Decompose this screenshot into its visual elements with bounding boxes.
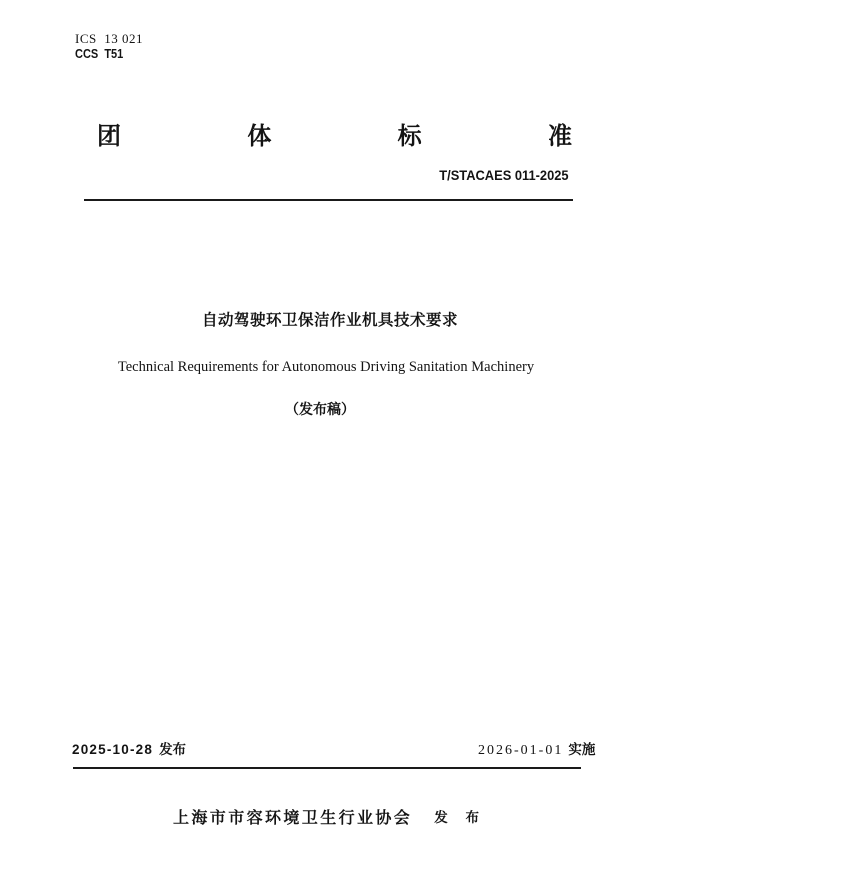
ics-code: ICS 13 021 — [75, 31, 143, 46]
bottom-rule — [73, 767, 581, 769]
standard-type-title — [97, 116, 572, 151]
issue-date-line — [72, 738, 186, 758]
issue-date: 2025-10-28 — [72, 742, 154, 757]
implement-date-line — [478, 738, 595, 759]
standard-type-char: 体 — [247, 123, 272, 150]
implement-date: 2026-01-01 — [478, 743, 564, 758]
implement-label: 实施 — [568, 742, 596, 757]
draft-note: （发布稿） — [285, 401, 355, 417]
standard-number: T/STACAES 011-2025 — [439, 167, 569, 183]
publisher-line — [173, 805, 486, 828]
document-title-zh: 自动驾驶环卫保洁作业机具技术要求 — [201, 312, 458, 329]
document-title-en: Technical Requirements for Autonomous Driving Sanitation Machinery — [117, 359, 535, 375]
publish-action-label: 发 布 — [434, 809, 486, 825]
ccs-code: CCS T51 — [75, 47, 124, 61]
top-rule — [84, 199, 573, 201]
publisher-name: 上海市市容环境卫生行业协会 — [173, 810, 413, 827]
standard-type-char: 团 — [97, 123, 121, 150]
issue-label: 发布 — [159, 742, 187, 757]
standard-type-char: 准 — [547, 123, 572, 150]
standard-type-char: 标 — [397, 123, 422, 150]
